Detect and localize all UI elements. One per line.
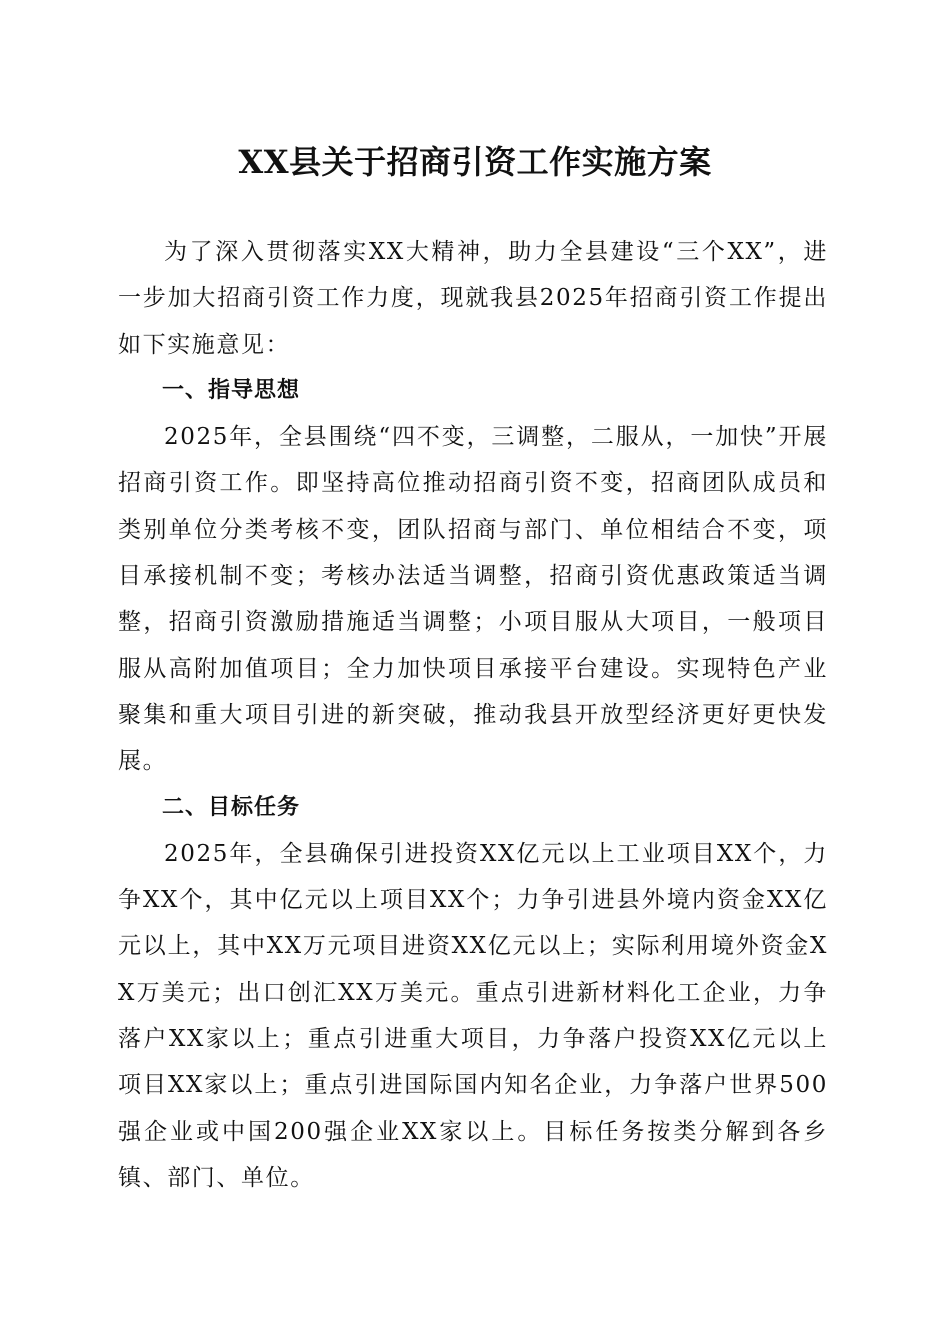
section-heading-target-tasks: 二、目标任务 <box>162 794 301 820</box>
document-title: XX县关于招商引资工作实施方案 <box>238 143 712 181</box>
document-body <box>118 229 828 1201</box>
section-paragraph-guiding-ideology: 2025年，全县围绕“四不变，三调整，二服从，一加快”开展招商引资工作。即坚持高位推动招商引资不变，招商团队成员和类别单位分类考核不变，团队招商与部门、单位相结合不变，项目承接机制不变；考核办法适当调整，招商引资优惠政策适当调整，招商引资激励措施适当调整；小项目服从大项目，一般项目服从高附加值项目；全力加快项目承接平台建设。实现特色产业聚集和重大项目引进的新突破，推动我县开放型经济更好更快发展。 <box>118 424 828 775</box>
section-paragraph-target-tasks: 2025年，全县确保引进投资XX亿元以上工业项目XX个，力争XX个，其中亿元以上项目XX个；力争引进县外境内资金XX亿元以上，其中XX万元项目进资XX亿元以上；实际利用境外资金XX万美元；出口创汇XX万美元。重点引进新材料化工企业，力争落户XX家以上；重点引进重大项目，力争落户投资XX亿元以上项目XX家以上；重点引进国际国内知名企业，力争落户世界500强企业或中国200强企业XX家以上。目标任务按类分解到各乡镇、部门、单位。 <box>118 840 828 1191</box>
intro-paragraph: 为了深入贯彻落实XX大精神，助力全县建设“三个XX”，进一步加大招商引资工作力度，现就我县2025年招商引资工作提出如下实施意见： <box>118 239 828 358</box>
section-heading-guiding-ideology: 一、指导思想 <box>162 377 301 403</box>
